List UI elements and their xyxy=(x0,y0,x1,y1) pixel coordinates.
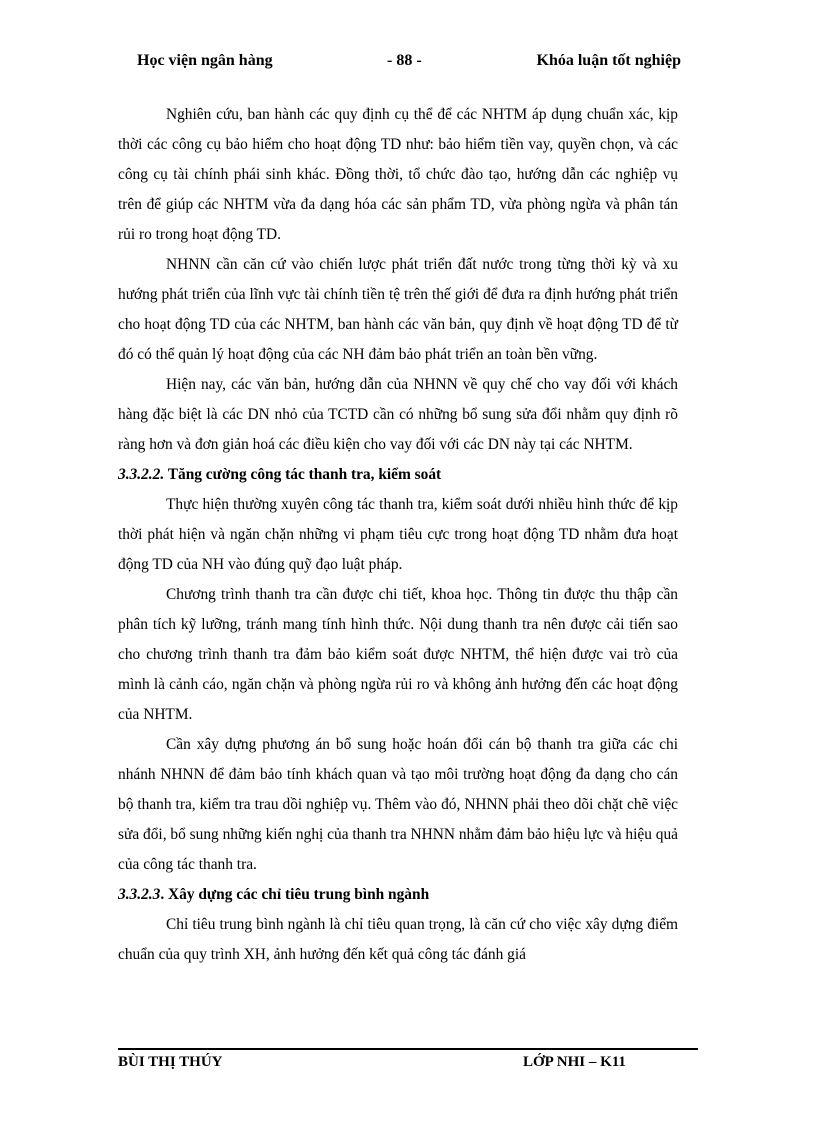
page-number: - 88 - xyxy=(387,52,422,69)
paragraph: Chỉ tiêu trung bình ngành là chỉ tiêu quan trọng, là căn cứ cho việc xây dựng điểm chuẩn của quy trình XH, ảnh hưởng đến kết quả công tác đánh giá xyxy=(118,916,678,963)
footer-author: BÙI THỊ THÚY xyxy=(118,1054,223,1070)
page-header xyxy=(137,52,681,76)
section-heading xyxy=(118,460,678,490)
paragraph: Hiện nay, các văn bản, hướng dẫn của NHNN về quy chế cho vay đối với khách hàng đặc biệt là các DN nhỏ của TCTD cần có những bổ sung sửa đổi nhằm quy định rõ ràng hơn và đơn giản hoá các điều kiện cho vay đối với các DN này tại các NHTM. xyxy=(118,376,678,453)
paragraph: Nghiên cứu, ban hành các quy định cụ thể để các NHTM áp dụng chuẩn xác, kịp thời các công cụ bảo hiểm cho hoạt động TD như: bảo hiểm tiền vay, quyền chọn, và các công cụ tài chính phái sinh khác. Đồng thời, tổ chức đào tạo, hướng dẫn các nghiệp vụ trên để giúp các NHTM vừa đa dạng hóa các sản phẩm TD, vừa phòng ngừa và phân tán rủi ro trong hoạt động TD. xyxy=(118,106,678,243)
section-title: Tăng cường công tác thanh tra, kiểm soát xyxy=(164,466,442,483)
section-number: 3.3.2.3 xyxy=(118,886,161,903)
section-title: . Xây dựng các chỉ tiêu trung bình ngành xyxy=(160,886,430,903)
header-institution: Học viện ngân hàng xyxy=(137,52,273,69)
paragraph: Thực hiện thường xuyên công tác thanh tra, kiểm soát dưới nhiều hình thức để kịp thời phát hiện và ngăn chặn những vi phạm tiêu cực trong hoạt động TD nhằm đưa hoạt động TD của NH vào đúng quỹ đạo luật pháp. xyxy=(118,496,678,573)
page-body xyxy=(118,100,678,970)
section-number: 3.3.2.2. xyxy=(118,466,165,483)
paragraph: Chương trình thanh tra cần được chi tiết, khoa học. Thông tin được thu thập cần phân tích kỹ lưỡng, tránh mang tính hình thức. Nội dung thanh tra nên được cải tiến sao cho chương trình thanh tra đảm bảo kiểm soát được NHTM, thể hiện được vai trò của mình là cảnh cáo, ngăn chặn và phòng ngừa rủi ro và không ảnh hưởng đến các hoạt động của NHTM. xyxy=(118,586,678,723)
paragraph: NHNN cần căn cứ vào chiến lược phát triển đất nước trong từng thời kỳ và xu hướng phát triển của lĩnh vực tài chính tiền tệ trên thế giới để đưa ra định hướng phát triển cho hoạt động TD của các NHTM, ban hành các văn bản, quy định về hoạt động TD để từ đó có thể quản lý hoạt động của các NH đảm bảo phát triển an toàn bền vững. xyxy=(118,256,678,363)
page-footer xyxy=(118,1054,698,1076)
header-document-type: Khóa luận tốt nghiệp xyxy=(536,52,681,69)
footer-class: LỚP NHI – K11 xyxy=(523,1054,626,1070)
footer-divider xyxy=(118,1048,698,1050)
paragraph: Cần xây dựng phương án bổ sung hoặc hoán đổi cán bộ thanh tra giữa các chi nhánh NHNN để đảm bảo tính khách quan và tạo môi trường hoạt động đa dạng cho cán bộ thanh tra, kiểm tra trau dồi nghiệp vụ. Thêm vào đó, NHNN phải theo dõi chặt chẽ việc sửa đổi, bổ sung những kiến nghị của thanh tra NHNN nhằm đảm bảo hiệu lực và hiệu quả của công tác thanh tra. xyxy=(118,736,678,873)
section-heading xyxy=(118,880,678,910)
